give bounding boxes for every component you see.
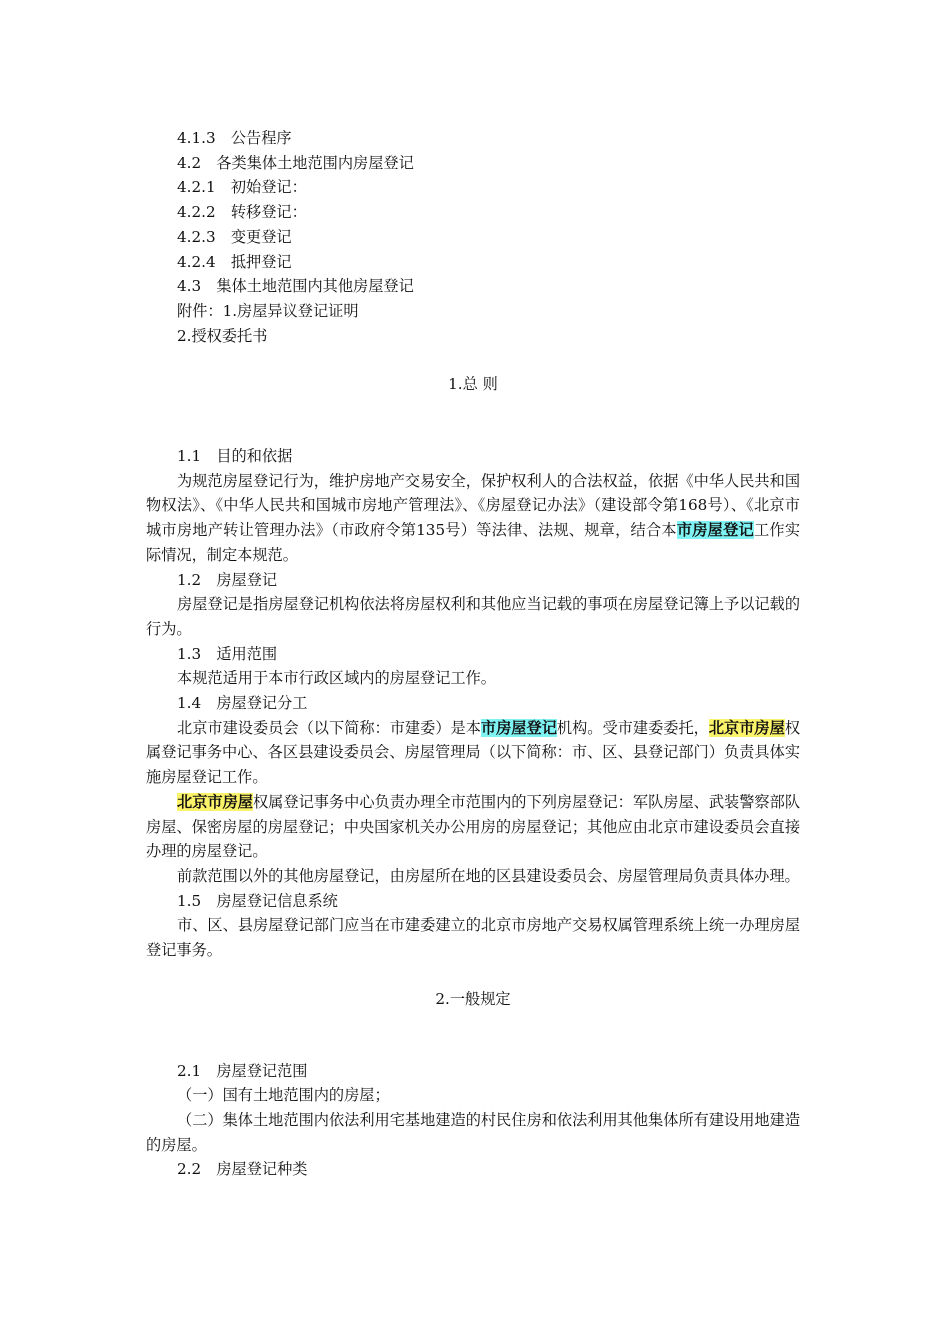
subsection-heading: 1.4 房屋登记分工 <box>177 694 308 713</box>
highlighted-term: 北京市房屋 <box>708 718 785 737</box>
section-title: 2.一般规定 <box>435 989 511 1008</box>
highlighted-term: 市房屋登记 <box>480 718 557 737</box>
toc-line: 4.3 集体土地范围内其他房屋登记 <box>177 277 414 296</box>
highlighted-term: 北京市房屋 <box>177 792 253 811</box>
paragraph <box>146 790 800 864</box>
paragraph <box>146 469 800 568</box>
toc-line: 4.2.2 转移登记： <box>177 203 307 222</box>
paragraph: 市、区、县房屋登记部门应当在市建委建立的北京市房地产交易权属管理系统上统一办理房屋登记事务。 <box>146 916 800 960</box>
toc-line: 4.1.3 公告程序 <box>177 129 292 147</box>
toc-line: 附件：1.房屋异议登记证明 <box>177 301 359 320</box>
paragraph: 本规范适用于本市行政区域内的房屋登记工作。 <box>177 669 496 688</box>
subsection-heading: 1.5 房屋登记信息系统 <box>177 891 338 910</box>
paragraph: 前款范围以外的其他房屋登记，由房屋所在地的区县建设委员会、房屋管理局负责具体办理。 <box>177 866 800 885</box>
paragraph <box>146 716 800 790</box>
list-item: （二）集体土地范围内依法利用宅基地建造的村民住房和依法利用其他集体所有建设用地建造的房屋。 <box>146 1110 800 1154</box>
toc-line: 4.2.4 抵押登记 <box>177 252 292 271</box>
list-item: （一）国有土地范围内的房屋； <box>177 1086 390 1105</box>
paragraph-text: 工作实际情况，制定本规范。 <box>146 521 801 564</box>
paragraph-text: 权属登记事务中心负责办理全市范围内的下列房屋登记：军队房屋、武装警察部队房屋、保密房屋的房屋登记；中央国家机关办公用房的房屋登记；其他应由北京市建设委员会直接办理的房屋登记。 <box>146 792 801 861</box>
subsection-heading: 2.1 房屋登记范围 <box>177 1061 308 1080</box>
subsection-heading: 2.2 房屋登记种类 <box>177 1160 308 1179</box>
subsection-heading: 1.3 适用范围 <box>177 644 278 663</box>
section-title: 1.总 则 <box>448 375 498 394</box>
toc-line: 4.2 各类集体土地范围内房屋登记 <box>177 153 414 172</box>
paragraph-text: 为规范房屋登记行为，维护房地产交易安全，保护权利人的合法权益，依据《中华人民共和国物权法》、《中华人民共和国城市房地产管理法》、《房屋登记办法》（建设部令第168号）、《北京市城市房地产转让管理办法》（市政府令第135号）等法律、法规、规章，结合本 <box>146 471 800 540</box>
paragraph-text: 机构。受市建委委托， <box>556 718 709 737</box>
subsection-heading: 1.2 房屋登记 <box>177 570 278 589</box>
paragraph-text: 北京市建设委员会（以下简称：市建委）是本 <box>177 718 481 737</box>
paragraph-text: 权属登记事务中心、各区县建设委员会、房屋管理局（以下简称：市、区、县登记部门）负责具体实施房屋登记工作。 <box>146 718 801 787</box>
subsection-heading: 1.1 目的和依据 <box>177 447 293 466</box>
toc-line: 4.2.1 初始登记： <box>177 178 307 197</box>
toc-line: 2.授权委托书 <box>177 326 268 345</box>
toc-line: 4.2.3 变更登记 <box>177 227 292 246</box>
document-body <box>146 126 800 1182</box>
highlighted-term: 市房屋登记 <box>676 521 754 540</box>
paragraph: 房屋登记是指房屋登记机构依法将房屋权利和其他应当记载的事项在房屋登记簿上予以记载的行为。 <box>146 595 800 638</box>
